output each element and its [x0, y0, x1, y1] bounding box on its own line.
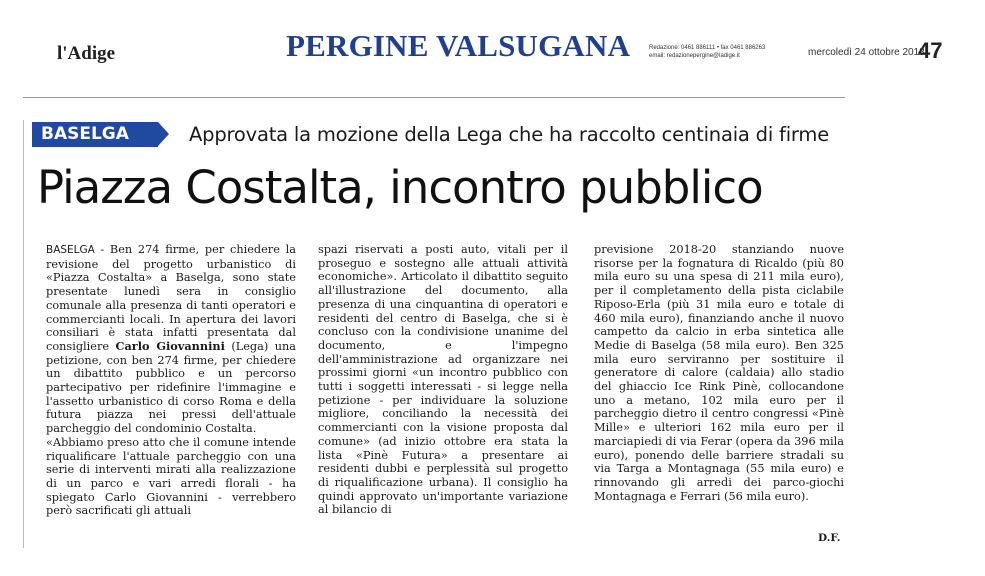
- page-number: 47: [918, 38, 943, 63]
- column-margin-rule: [23, 120, 24, 548]
- section-title: PERGINE VALSUGANA: [286, 28, 631, 63]
- paragraph: [46, 243, 296, 436]
- tag-arrow-shape: [158, 122, 169, 146]
- article-headline: Piazza Costalta, incontro pubblico: [37, 161, 763, 214]
- header-divider: [23, 97, 845, 98]
- paragraph: spazi riservati a posti auto, vitali per il proseguo e sostegno alle attuali attività economiche». Articolato il dibattito seguito all'illustrazione del documento, alla presenza di una cinquantina di operatori e residenti del centro di Baselga, che si è concluso con la condivisione unanime del documento, e l'impegno dell'amministrazione ad organizzare nei prossimi giorni «un incontro pubblico con tutti i soggetti interessati - si legge nella petizione - per individuare la soluzione migliore, conciliando la necessità dei commercianti con la visione proposta dal comune» (ad inizio ottobre era stata la lista «Pinè Futura» a presentare ai residenti dubbi e perplessità sul progetto di riqualificazione urbana). Il consiglio ha quindi approvato un'importante variazione al bilancio di: [318, 243, 568, 517]
- text-run: Ben 274 firme, per chiedere la revisione del progetto urbanistico di «Piazza Costalta» a Baselga, sono state presentate lunedì sera in consiglio comunale alla presenza di tanti operatori e commercianti locali. In apertura dei lavori consiliari è stata infatti presentata dal consigliere: [46, 243, 296, 353]
- paragraph: previsione 2018-20 stanziando nuove risorse per la fognatura di Ricaldo (più 80 mila euro su una spesa di 211 mila euro), per il completamento della pista ciclabile Riposo-Erla (più 31 mila euro e totale di 460 mila euro), finanziando anche il nuovo campetto da calcio in erba sintetica alle Medie di Baselga (58 mila euro). Ben 325 mila euro serviranno per sostituire il generatore di calore (caldaia) allo stadio del ghiaccio Ice Rink Pinè, collocandone uno a metano, 102 mila euro per il parcheggio dietro il centro congressi «Pinè Mille» e ulteriori 162 mila euro per il marciapiedi di via Ferar (opera da 396 mila euro), ponendo delle barriere stradali su via Targa a Montagnaga (55 mila euro) e rinnovando gli arredi dei parco-giochi Montagnaga e Ferrari (56 mila euro).: [594, 243, 844, 503]
- article-column-3: [594, 243, 844, 503]
- paragraph: «Abbiamo preso atto che il comune intende riqualificare l'attuale parcheggio con una serie di interventi mirati alla realizzazione di un parco e vari arredi florali - ha spiegato Carlo Giovannini - verrebbero però sacrificati gli attuali: [46, 435, 296, 518]
- location-tag: BASELGA: [32, 122, 158, 147]
- newspaper-logo: l'Adige: [57, 43, 116, 64]
- issue-date: mercoledì 24 ottobre 2018: [808, 47, 925, 58]
- person-name: Carlo Giovannini: [115, 338, 225, 353]
- article-kicker: Approvata la mozione della Lega che ha raccolto centinaia di firme: [189, 123, 830, 146]
- author-signature: D.F.: [818, 532, 841, 544]
- article-column-1: [46, 243, 296, 518]
- contact-email: email: redazionepergine@ladige.it: [649, 53, 740, 59]
- text-run: (Lega) una petizione, con ben 274 firme, per chiedere un dibattito pubblico e un percorso partecipativo per ridefinire l'immagine e l'assetto urbanistico di corso Roma e della futura piazza nei pressi dell'attuale parcheggio del condominio Costalta.: [46, 339, 296, 436]
- newsroom-contacts: [649, 44, 765, 60]
- dateline: BASELGA -: [46, 244, 105, 256]
- article-column-2: [318, 243, 568, 517]
- contact-phone-fax: Redazione: 0461 886111 • fax 0461 886263: [649, 45, 766, 51]
